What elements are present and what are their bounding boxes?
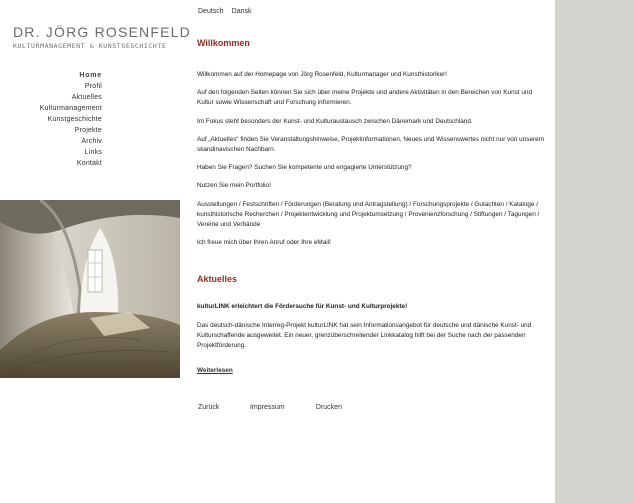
welcome-title: Willkommen bbox=[197, 38, 250, 48]
nav-archiv[interactable]: Archiv bbox=[81, 138, 102, 145]
header-photo bbox=[0, 200, 180, 378]
site-logo[interactable] bbox=[13, 24, 193, 50]
nav-home[interactable]: Home bbox=[79, 72, 102, 79]
news-body: Das deutsch-dänische Interreg-Projekt kulturLINK hat sein Informationsangebot für deutsche und dänische Kunst- und Kulturschaffende ausgeweitet. Ein neuer, grenzüberschreitender Linkkatalog hilft bei der Suche nach der passenden Projektförderung. bbox=[197, 321, 532, 350]
welcome-paragraph-3: Im Fokus steht besonders der Kunst- und Kulturaustausch zwischen Dänemark und Deutschland. bbox=[197, 117, 473, 125]
footer-back-link[interactable]: Zurück bbox=[198, 404, 220, 411]
main-content bbox=[197, 38, 547, 377]
nav-aktuelles[interactable]: Aktuelles bbox=[71, 94, 102, 101]
welcome-paragraph-2: Auf den folgenden Seiten können Sie sich über meine Projekte und andere Aktivitäten in den Bereichen von Kunst und Kultur sowie Wissenschaft und Forschung informieren. bbox=[197, 89, 533, 107]
footer-imprint-link[interactable]: Impressum bbox=[249, 404, 285, 411]
nav-kulturmanagement[interactable]: Kulturmanagement bbox=[39, 105, 102, 112]
footer-print-link[interactable]: Drucken bbox=[315, 404, 342, 411]
welcome-paragraph-8: Ich freue mich über Ihren Anruf oder Ihre eMail! bbox=[197, 239, 331, 247]
logo-name: DR. JÖRG ROSENFELD bbox=[13, 24, 191, 40]
nav-kunstgeschichte[interactable]: Kunstgeschichte bbox=[47, 116, 102, 123]
news-headline: kulturLINK erleichtert die Fördersuche für Kunst- und Kulturprojekte! bbox=[197, 303, 408, 311]
welcome-services-list: Ausstellungen / Festschriften / Förderungen (Beratung und Antragstellung) / Forschungsprojekte / Gutachten / Kataloge / kunsthistorische Recherchen / Projektentwicklung und Projektumsetzung / Provenienzforschung / Stiftungen / Tagungen / Vereine und Verbände bbox=[197, 200, 540, 229]
read-more-link[interactable]: Weiterlesen bbox=[197, 367, 233, 375]
nav-links[interactable]: Links bbox=[84, 149, 102, 156]
nav-kontakt[interactable]: Kontakt bbox=[76, 160, 102, 167]
main-navigation bbox=[40, 70, 102, 169]
welcome-paragraph-5: Haben Sie Fragen? Suchen Sie kompetente und engagierte Unterstützung? bbox=[197, 164, 412, 172]
welcome-paragraph-6: Nutzen Sie mein Portfolio! bbox=[197, 182, 271, 190]
logo-subtitle: KULTURMANAGEMENT & KUNSTGESCHICHTE bbox=[13, 42, 167, 50]
language-switch bbox=[198, 8, 257, 15]
language-deutsch[interactable]: Deutsch bbox=[198, 8, 224, 15]
footer-links bbox=[198, 404, 342, 411]
language-dansk[interactable]: Dansk bbox=[231, 8, 252, 15]
right-side-panel bbox=[555, 0, 634, 503]
nav-profil[interactable]: Profil bbox=[84, 83, 102, 90]
welcome-paragraph-4: Auf „Aktuelles“ finden Sie Veranstaltungshinweise, Projektinformationen, Neues und Wissenswertes nicht nur von unserem skandinavischen Nachbarn. bbox=[197, 135, 545, 154]
nav-projekte[interactable]: Projekte bbox=[74, 127, 102, 134]
welcome-paragraph-1: Willkommen auf der Homepage von Jörg Rosenfeld, Kulturmanager und Kunsthistoriker! bbox=[197, 71, 448, 78]
news-title: Aktuelles bbox=[197, 274, 238, 285]
